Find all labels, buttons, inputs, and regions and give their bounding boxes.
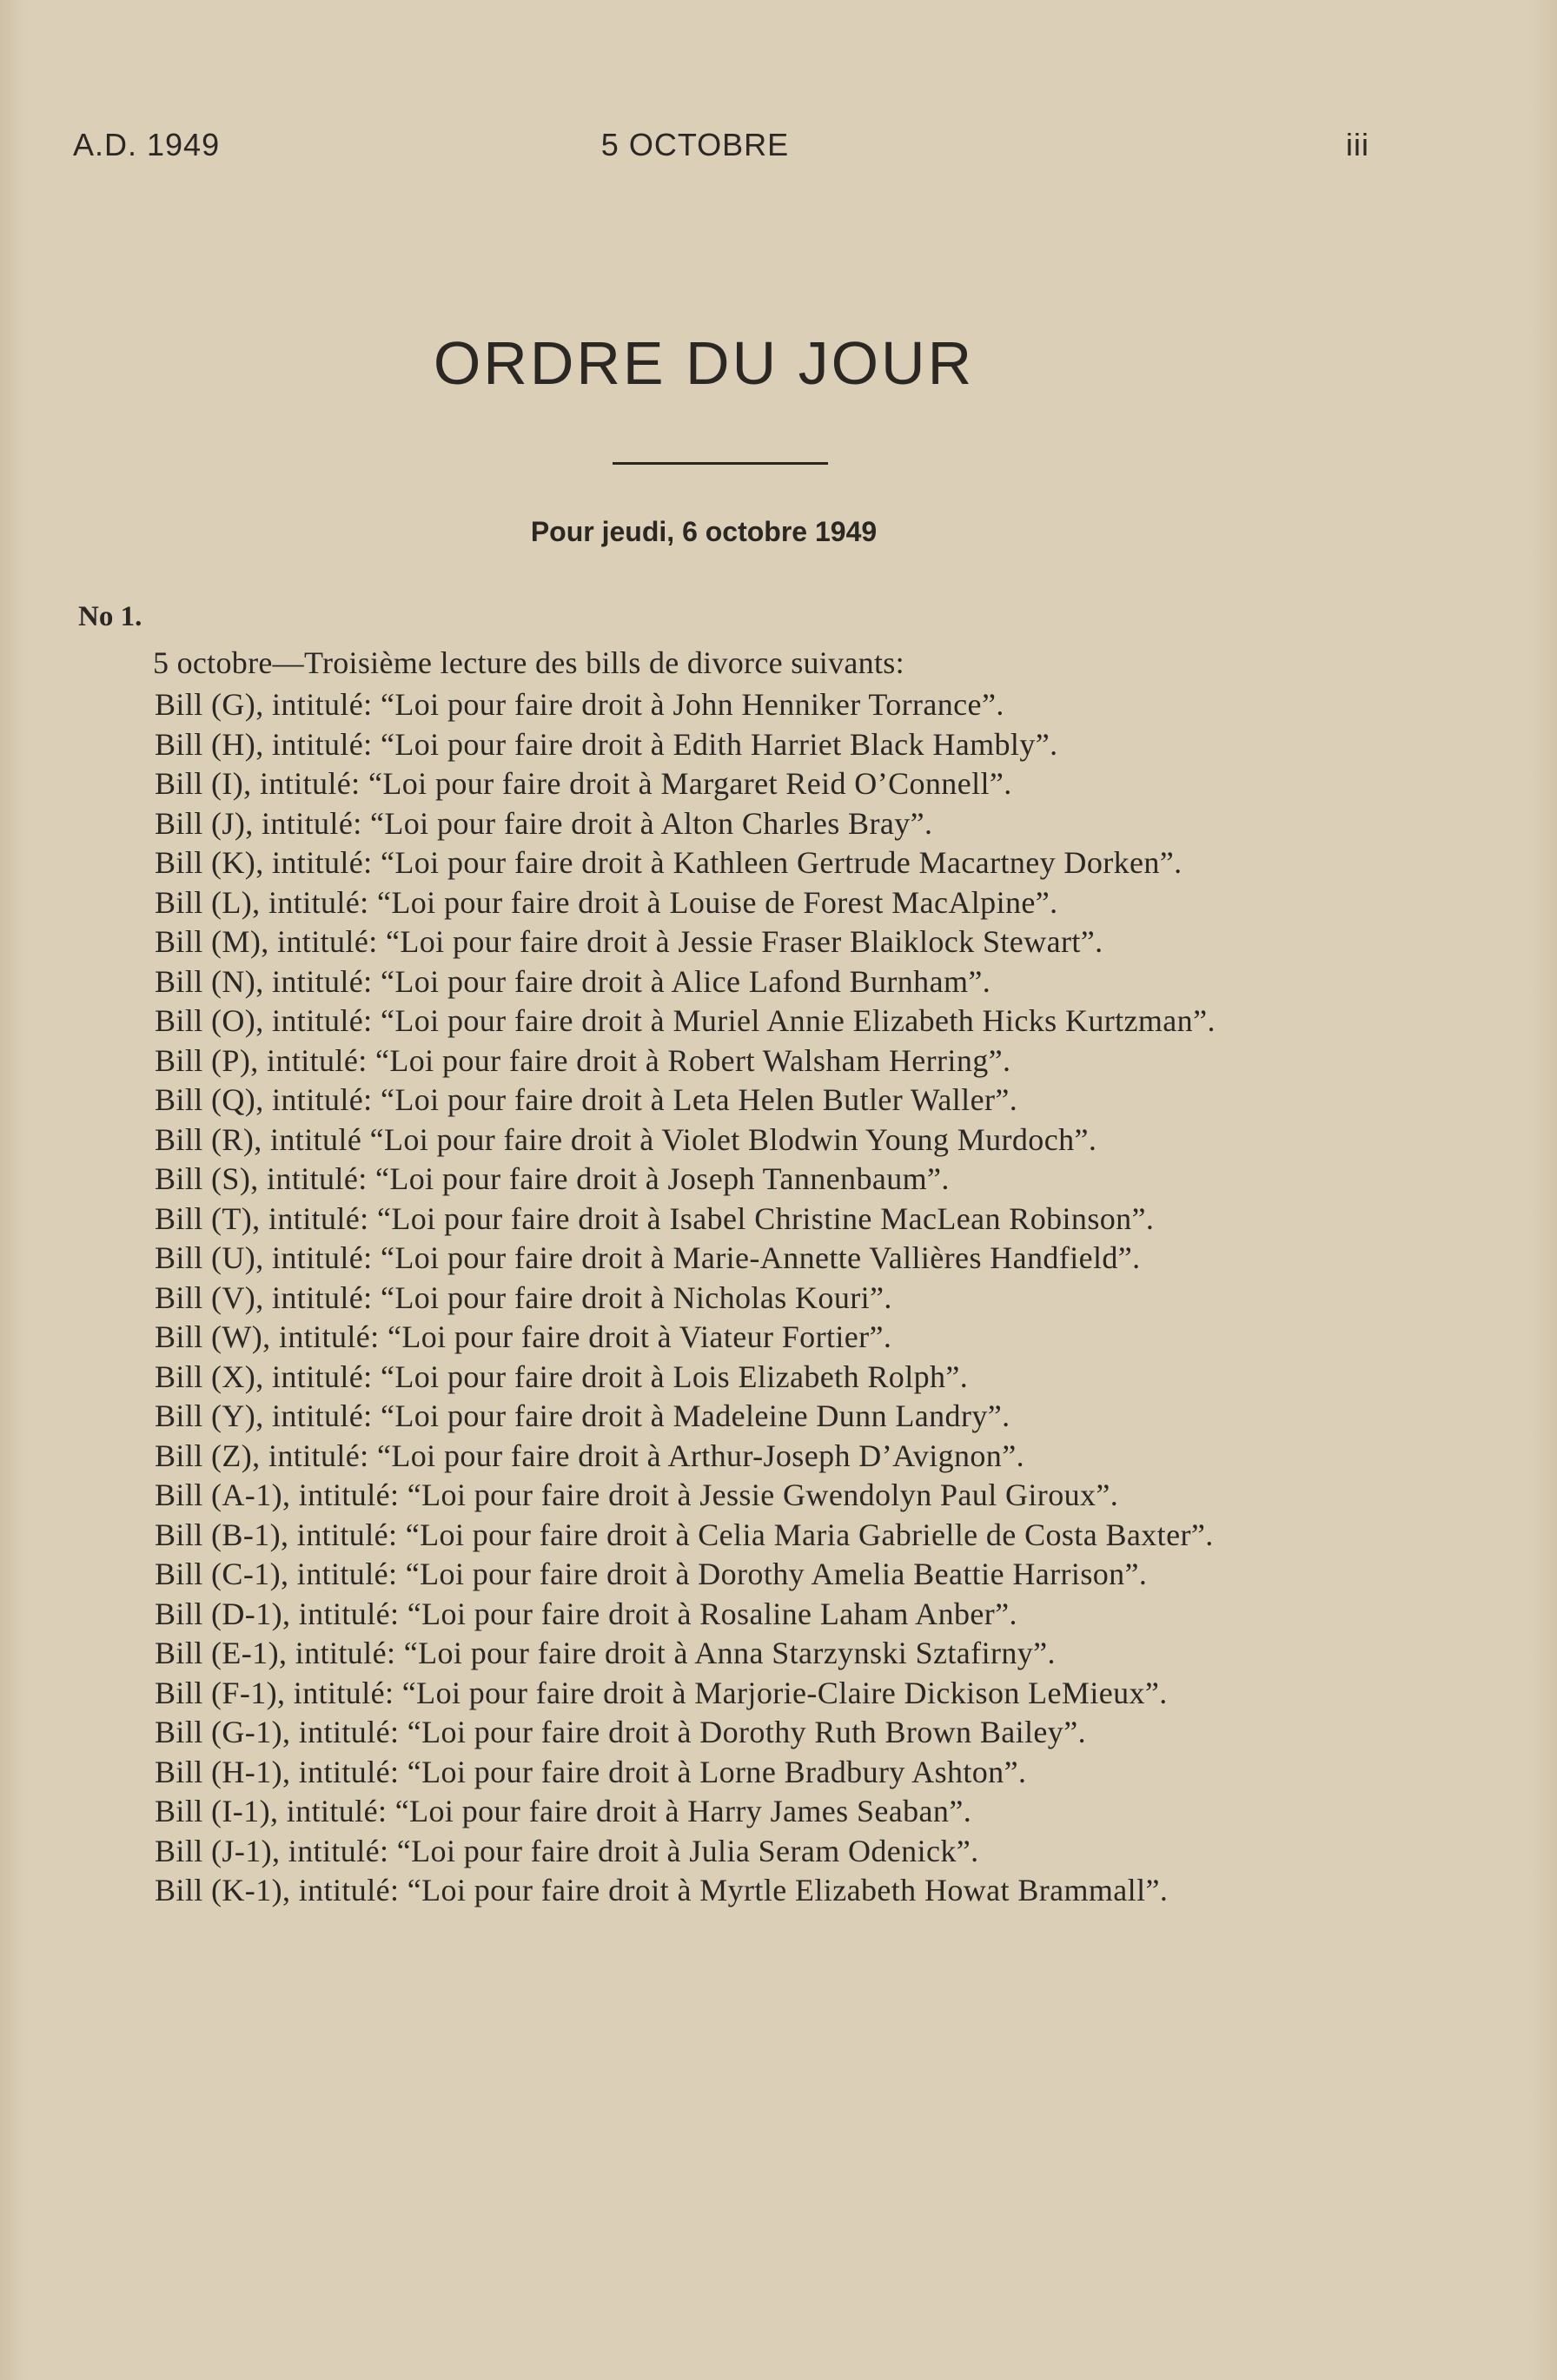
bill-item: Bill (J-1), intitulé: “Loi pour faire droit à Julia Seram Odenick”. (155, 1833, 979, 1868)
bill-item: Bill (K-1), intitulé: “Loi pour faire droit à Myrtle Elizabeth Howat Brammall”. (155, 1873, 1169, 1907)
bill-item: Bill (H-1), intitulé: “Loi pour faire droit à Lorne Bradbury Ashton”. (155, 1754, 1027, 1789)
bill-item: Bill (J), intitulé: “Loi pour faire droit à Alton Charles Bray”. (155, 805, 933, 841)
bill-item: Bill (D-1), intitulé: “Loi pour faire droit à Rosaline Laham Anber”. (155, 1596, 1017, 1631)
bill-item: Bill (G), intitulé: “Loi pour faire droit à John Henniker Torrance”. (155, 687, 1004, 722)
bill-list (0, 685, 1557, 1911)
bill-item: Bill (H), intitulé: “Loi pour faire droit à Edith Harriet Black Hambly”. (155, 726, 1058, 762)
bill-item: Bill (I), intitulé: “Loi pour faire droit à Margaret Reid O’Connell”. (155, 766, 1012, 801)
bill-item: Bill (G-1), intitulé: “Loi pour faire droit à Dorothy Ruth Brown Bailey”. (155, 1715, 1086, 1749)
bill-item: Bill (T), intitulé: “Loi pour faire droit à Isabel Christine MacLean Robinson”. (155, 1200, 1155, 1236)
bill-item: Bill (N), intitulé: “Loi pour faire droit à Alice Lafond Burnham”. (155, 963, 991, 999)
running-head-year: A.D. 1949 (73, 127, 221, 162)
bill-item: Bill (E-1), intitulé: “Loi pour faire droit à Anna Starzynski Sztafirny”. (155, 1636, 1056, 1670)
bill-item: Bill (V), intitulé: “Loi pour faire droit à Nicholas Kouri”. (155, 1279, 892, 1315)
bill-item: Bill (B-1), intitulé: “Loi pour faire droit à Celia Maria Gabrielle de Costa Baxter”. (155, 1517, 1214, 1552)
bill-item: Bill (O), intitulé: “Loi pour faire droit à Muriel Annie Elizabeth Hicks Kurtzman”. (155, 1003, 1216, 1038)
bill-item: Bill (Q), intitulé: “Loi pour faire droit à Leta Helen Butler Waller”. (155, 1082, 1018, 1117)
order-item-number: No 1. (78, 601, 142, 632)
bill-item: Bill (U), intitulé: “Loi pour faire droit à Marie-Annette Vallières Handfield”. (155, 1240, 1141, 1275)
order-item-intro: 5 octobre—Troisième lecture des bills de divorce suivants: (153, 645, 904, 680)
bill-item: Bill (M), intitulé: “Loi pour faire droit à Jessie Fraser Blaiklock Stewart”. (155, 924, 1103, 959)
bill-item: Bill (P), intitulé: “Loi pour faire droit à Robert Walsham Herring”. (155, 1042, 1011, 1078)
bill-item: Bill (I-1), intitulé: “Loi pour faire droit à Harry James Seaban”. (155, 1794, 972, 1828)
sitting-date: Pour jeudi, 6 octobre 1949 (530, 516, 878, 547)
bill-item: Bill (C-1), intitulé: “Loi pour faire droit à Dorothy Amelia Beattie Harrison”. (155, 1557, 1148, 1591)
bill-item: Bill (W), intitulé: “Loi pour faire droit à Viateur Fortier”. (155, 1319, 892, 1354)
bill-item: Bill (K), intitulé: “Loi pour faire droit à Kathleen Gertrude Macartney Dorken”. (155, 845, 1183, 880)
page-number: iii (1346, 127, 1369, 162)
bill-item: Bill (R), intitulé “Loi pour faire droit à Violet Blodwin Young Murdoch”. (155, 1121, 1097, 1157)
running-head-date: 5 OCTOBRE (600, 127, 790, 162)
bill-item: Bill (Y), intitulé: “Loi pour faire droit à Madeleine Dunn Landry”. (155, 1398, 1010, 1433)
page-title: ORDRE DU JOUR (433, 329, 975, 397)
bill-item: Bill (S), intitulé: “Loi pour faire droit à Joseph Tannenbaum”. (155, 1161, 950, 1196)
bill-item: Bill (X), intitulé: “Loi pour faire droit à Lois Elizabeth Rolph”. (155, 1359, 969, 1394)
bill-item: Bill (F-1), intitulé: “Loi pour faire droit à Marjorie-Claire Dickison LeMieux”. (155, 1675, 1168, 1710)
bill-item: Bill (L), intitulé: “Loi pour faire droit à Louise de Forest MacAlpine”. (155, 884, 1058, 920)
bill-item: Bill (A-1), intitulé: “Loi pour faire droit à Jessie Gwendolyn Paul Giroux”. (155, 1478, 1119, 1512)
title-divider (613, 462, 828, 465)
bill-item: Bill (Z), intitulé: “Loi pour faire droit à Arthur-Joseph D’Avignon”. (155, 1438, 1024, 1473)
